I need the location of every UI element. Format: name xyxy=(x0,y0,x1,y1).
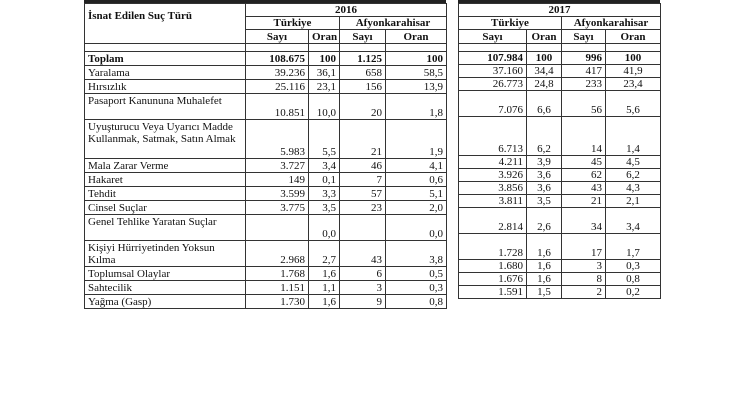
table-row xyxy=(85,187,447,201)
oran-column-header: Oran xyxy=(386,30,447,44)
crime-type-label: Hakaret xyxy=(85,173,246,187)
af-oran-cell: 0,3 xyxy=(386,281,447,295)
tr-sayi-cell: 6.713 xyxy=(459,117,527,156)
af-oran-cell: 0,0 xyxy=(386,215,447,241)
tr-oran-cell: 24,8 xyxy=(527,78,562,91)
af-sayi-cell: 156 xyxy=(340,80,386,94)
af-oran-cell: 2,0 xyxy=(386,201,447,215)
af-sayi-cell: 17 xyxy=(562,234,606,260)
crime-type-label: Yağma (Gasp) xyxy=(85,295,246,309)
af-sayi-cell: 56 xyxy=(562,91,606,117)
tr-oran-cell: 0,0 xyxy=(309,215,340,241)
af-oran-cell: 0,3 xyxy=(606,260,661,273)
af-oran-cell: 4,3 xyxy=(606,182,661,195)
tr-sayi-cell: 5.983 xyxy=(246,120,309,159)
table-row xyxy=(85,120,447,159)
tr-sayi-cell: 2.968 xyxy=(246,241,309,267)
af-oran-cell: 6,2 xyxy=(606,169,661,182)
oran-column-header: Oran xyxy=(527,30,562,44)
tr-oran-cell: 1,1 xyxy=(309,281,340,295)
af-sayi-cell: 45 xyxy=(562,156,606,169)
year-header: 2016 xyxy=(246,4,447,17)
table-row xyxy=(459,273,661,286)
af-sayi-cell: 658 xyxy=(340,66,386,80)
tr-oran-cell: 2,7 xyxy=(309,241,340,267)
spacer-cell xyxy=(527,44,562,52)
af-oran-cell: 0,8 xyxy=(386,295,447,309)
tr-oran-cell: 1,6 xyxy=(309,295,340,309)
table-row xyxy=(459,65,661,78)
header-row-year xyxy=(85,4,447,17)
af-sayi-cell: 3 xyxy=(562,260,606,273)
spacer-cell xyxy=(606,44,661,52)
tr-sayi-cell: 10.851 xyxy=(246,94,309,120)
crime-type-label: Sahtecilik xyxy=(85,281,246,295)
table-row xyxy=(459,208,661,234)
af-sayi-cell: 3 xyxy=(340,281,386,295)
table-row xyxy=(459,260,661,273)
table-row xyxy=(85,281,447,295)
af-sayi-cell: 996 xyxy=(562,52,606,65)
table-row xyxy=(85,241,447,267)
spacer-cell xyxy=(340,44,386,52)
af-sayi-cell: 62 xyxy=(562,169,606,182)
af-oran-cell: 41,9 xyxy=(606,65,661,78)
af-sayi-cell xyxy=(340,215,386,241)
header-row-groups xyxy=(459,17,661,30)
tr-sayi-cell: 3.775 xyxy=(246,201,309,215)
group-header-afyonkarahisar: Afyonkarahisar xyxy=(562,17,661,30)
crime-type-label: Cinsel Suçlar xyxy=(85,201,246,215)
crime-type-label: Toplam xyxy=(85,52,246,66)
tr-sayi-cell: 3.926 xyxy=(459,169,527,182)
af-oran-cell: 0,8 xyxy=(606,273,661,286)
tr-oran-cell: 100 xyxy=(527,52,562,65)
tr-oran-cell: 3,3 xyxy=(309,187,340,201)
table-row xyxy=(85,94,447,120)
af-sayi-cell: 9 xyxy=(340,295,386,309)
tr-sayi-cell: 37.160 xyxy=(459,65,527,78)
table-row xyxy=(459,78,661,91)
table-row xyxy=(459,286,661,299)
tr-oran-cell: 3,5 xyxy=(309,201,340,215)
tr-oran-cell: 100 xyxy=(309,52,340,66)
table-row xyxy=(85,80,447,94)
group-header-turkiye: Türkiye xyxy=(246,17,340,30)
table-2016 xyxy=(84,3,447,309)
group-header-afyonkarahisar: Afyonkarahisar xyxy=(340,17,447,30)
tr-oran-cell: 3,4 xyxy=(309,159,340,173)
af-oran-cell: 2,1 xyxy=(606,195,661,208)
tr-oran-cell: 23,1 xyxy=(309,80,340,94)
af-oran-cell: 0,2 xyxy=(606,286,661,299)
tr-sayi-cell: 25.116 xyxy=(246,80,309,94)
tr-oran-cell: 34,4 xyxy=(527,65,562,78)
table-row xyxy=(85,66,447,80)
af-oran-cell: 5,6 xyxy=(606,91,661,117)
table-row xyxy=(85,267,447,281)
af-oran-cell: 1,4 xyxy=(606,117,661,156)
oran-column-header: Oran xyxy=(606,30,661,44)
sayi-column-header: Sayı xyxy=(459,30,527,44)
crime-type-label: Uyuşturucu Veya Uyarıcı Madde Kullanmak, Satmak, Satın Almak xyxy=(85,120,246,159)
af-sayi-cell: 233 xyxy=(562,78,606,91)
af-oran-cell: 5,1 xyxy=(386,187,447,201)
af-sayi-cell: 2 xyxy=(562,286,606,299)
group-header-turkiye: Türkiye xyxy=(459,17,562,30)
tr-sayi-cell: 1.768 xyxy=(246,267,309,281)
af-sayi-cell: 14 xyxy=(562,117,606,156)
tr-sayi-cell xyxy=(246,215,309,241)
af-sayi-cell: 34 xyxy=(562,208,606,234)
crime-type-label: Pasaport Kanununa Muhalefet xyxy=(85,94,246,120)
tr-oran-cell: 1,6 xyxy=(527,273,562,286)
af-oran-cell: 100 xyxy=(386,52,447,66)
af-oran-cell: 1,8 xyxy=(386,94,447,120)
tr-sayi-cell: 7.076 xyxy=(459,91,527,117)
table-row xyxy=(459,91,661,117)
table-row xyxy=(459,182,661,195)
af-oran-cell: 1,7 xyxy=(606,234,661,260)
tr-sayi-cell: 107.984 xyxy=(459,52,527,65)
crime-type-label: Kişiyi Hürriyetinden Yoksun Kılma xyxy=(85,241,246,267)
tr-oran-cell: 6,2 xyxy=(527,117,562,156)
table-row xyxy=(85,159,447,173)
table-row xyxy=(459,52,661,65)
crime-type-header: İsnat Edilen Suç Türü xyxy=(85,4,246,44)
tr-sayi-cell: 149 xyxy=(246,173,309,187)
spacer-cell xyxy=(309,44,340,52)
table-row xyxy=(459,117,661,156)
af-oran-cell: 0,5 xyxy=(386,267,447,281)
tr-sayi-cell: 1.728 xyxy=(459,234,527,260)
af-sayi-cell: 7 xyxy=(340,173,386,187)
tr-oran-cell: 10,0 xyxy=(309,94,340,120)
af-sayi-cell: 20 xyxy=(340,94,386,120)
af-sayi-cell: 21 xyxy=(562,195,606,208)
crime-type-label: Mala Zarar Verme xyxy=(85,159,246,173)
tr-sayi-cell: 3.599 xyxy=(246,187,309,201)
year-header: 2017 xyxy=(459,4,661,17)
tr-oran-cell: 1,5 xyxy=(527,286,562,299)
af-oran-cell: 0,6 xyxy=(386,173,447,187)
tr-sayi-cell: 4.211 xyxy=(459,156,527,169)
af-sayi-cell: 23 xyxy=(340,201,386,215)
sayi-column-header: Sayı xyxy=(562,30,606,44)
tr-sayi-cell: 26.773 xyxy=(459,78,527,91)
af-oran-cell: 100 xyxy=(606,52,661,65)
table-row xyxy=(85,215,447,241)
af-oran-cell: 4,5 xyxy=(606,156,661,169)
af-sayi-cell: 43 xyxy=(340,241,386,267)
table-row xyxy=(85,173,447,187)
table-row xyxy=(459,169,661,182)
af-oran-cell: 4,1 xyxy=(386,159,447,173)
header-spacer-row xyxy=(459,44,661,52)
table-row xyxy=(459,156,661,169)
af-oran-cell: 1,9 xyxy=(386,120,447,159)
tr-oran-cell: 36,1 xyxy=(309,66,340,80)
tr-sayi-cell: 1.680 xyxy=(459,260,527,273)
tr-sayi-cell: 1.591 xyxy=(459,286,527,299)
tr-oran-cell: 3,6 xyxy=(527,169,562,182)
tr-oran-cell: 2,6 xyxy=(527,208,562,234)
table-row xyxy=(459,195,661,208)
crime-type-label: Hırsızlık xyxy=(85,80,246,94)
af-sayi-cell: 57 xyxy=(340,187,386,201)
spacer-cell xyxy=(459,44,527,52)
table-row xyxy=(85,201,447,215)
tr-oran-cell: 1,6 xyxy=(527,260,562,273)
spacer-cell xyxy=(85,44,246,52)
header-row-year xyxy=(459,4,661,17)
tr-oran-cell: 3,9 xyxy=(527,156,562,169)
tr-oran-cell: 5,5 xyxy=(309,120,340,159)
tr-sayi-cell: 3.811 xyxy=(459,195,527,208)
af-sayi-cell: 6 xyxy=(340,267,386,281)
tr-oran-cell: 3,5 xyxy=(527,195,562,208)
af-oran-cell: 3,8 xyxy=(386,241,447,267)
table-row xyxy=(85,52,447,66)
table-2017 xyxy=(458,3,661,299)
spacer-cell xyxy=(246,44,309,52)
af-sayi-cell: 8 xyxy=(562,273,606,286)
tr-sayi-cell: 3.727 xyxy=(246,159,309,173)
tr-sayi-cell: 3.856 xyxy=(459,182,527,195)
sayi-column-header: Sayı xyxy=(340,30,386,44)
tr-sayi-cell: 39.236 xyxy=(246,66,309,80)
af-sayi-cell: 46 xyxy=(340,159,386,173)
af-oran-cell: 13,9 xyxy=(386,80,447,94)
tr-sayi-cell: 1.676 xyxy=(459,273,527,286)
tr-sayi-cell: 108.675 xyxy=(246,52,309,66)
tr-oran-cell: 3,6 xyxy=(527,182,562,195)
table-row xyxy=(85,295,447,309)
oran-column-header: Oran xyxy=(309,30,340,44)
af-oran-cell: 58,5 xyxy=(386,66,447,80)
tr-oran-cell: 0,1 xyxy=(309,173,340,187)
af-sayi-cell: 1.125 xyxy=(340,52,386,66)
tr-sayi-cell: 2.814 xyxy=(459,208,527,234)
crime-type-label: Yaralama xyxy=(85,66,246,80)
spacer-cell xyxy=(562,44,606,52)
header-spacer-row xyxy=(85,44,447,52)
af-sayi-cell: 21 xyxy=(340,120,386,159)
af-sayi-cell: 43 xyxy=(562,182,606,195)
af-oran-cell: 3,4 xyxy=(606,208,661,234)
af-oran-cell: 23,4 xyxy=(606,78,661,91)
table-row xyxy=(459,234,661,260)
crime-type-label: Toplumsal Olaylar xyxy=(85,267,246,281)
tr-oran-cell: 1,6 xyxy=(309,267,340,281)
af-sayi-cell: 417 xyxy=(562,65,606,78)
spacer-cell xyxy=(386,44,447,52)
crime-type-label: Tehdit xyxy=(85,187,246,201)
sayi-column-header: Sayı xyxy=(246,30,309,44)
tr-oran-cell: 1,6 xyxy=(527,234,562,260)
tr-sayi-cell: 1.730 xyxy=(246,295,309,309)
tr-sayi-cell: 1.151 xyxy=(246,281,309,295)
crime-type-label: Genel Tehlike Yaratan Suçlar xyxy=(85,215,246,241)
tr-oran-cell: 6,6 xyxy=(527,91,562,117)
header-row-columns xyxy=(459,30,661,44)
